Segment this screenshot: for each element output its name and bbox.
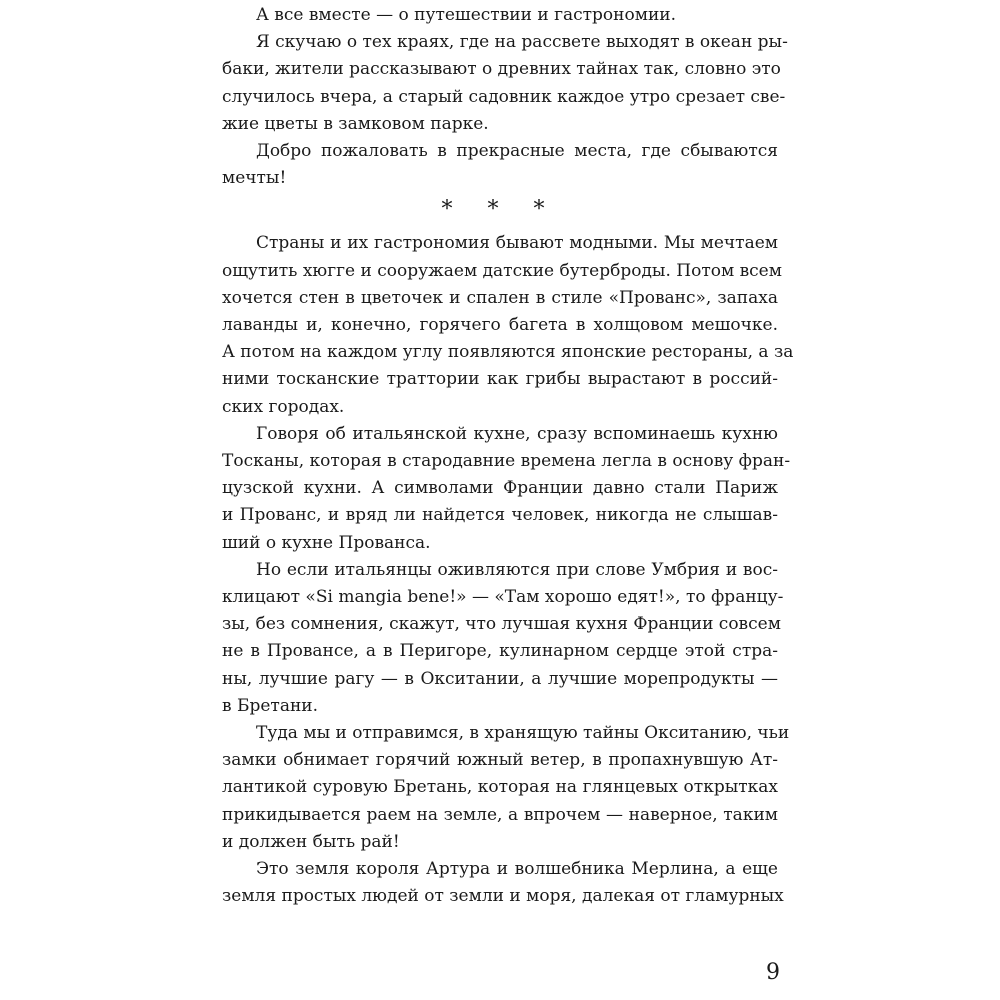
text-line: прикидывается раем на земле, а впрочем — наверное, таким: [222, 804, 778, 825]
text-line: клицают «Si mangia bene!» — «Там хорошо едят!», то францу-: [222, 587, 784, 607]
text-line: Добро пожаловать в прекрасные места, где сбываются: [256, 141, 778, 161]
text-line: зы, без сомнения, скажут, что лучшая кухня Франции совсем: [222, 614, 781, 635]
text-line: Но если итальянцы оживляются при слове Умбрия и вос-: [256, 559, 778, 580]
text-line: случилось вчера, а старый садовник каждое утро срезает све-: [222, 86, 786, 107]
page-number: 9: [766, 960, 780, 985]
text-line: Говоря об итальянской кухне, сразу вспоминаешь кухню: [256, 423, 778, 444]
text-line: Это земля короля Артура и волшебника Мерлина, а еще: [256, 859, 778, 879]
text-line: А потом на каждом углу появляются японские рестораны, а за: [222, 342, 794, 363]
text-line: замки обнимает горячий южный ветер, в пропахнувшую Ат-: [222, 750, 778, 771]
text-line: хочется стен в цветочек и спален в стиле «Прованс», запаха: [222, 287, 778, 308]
section-separator: * * *: [441, 197, 559, 223]
text-line: и Прованс, и вряд ли найдется человек, никогда не слышав-: [222, 505, 778, 526]
text-line: ощутить хюгге и сооружаем датские бутерброды. Потом всем: [222, 260, 782, 281]
book-page: [222, 0, 794, 1000]
text-line: цузской кухни. А символами Франции давно стали Париж: [222, 478, 778, 499]
text-line: Страны и их гастрономия бывают модными. Мы мечтаем: [256, 233, 778, 254]
text-line: ны, лучшие рагу — в Окситании, а лучшие морепродукты —: [222, 668, 778, 689]
text-line: ских городах.: [222, 396, 345, 417]
text-line: лантикой суровую Бретань, которая на глянцевых открытках: [222, 777, 778, 798]
text-line: не в Провансе, а в Перигоре, кулинарном сердце этой стра-: [222, 641, 778, 662]
text-line: жие цветы в замковом парке.: [222, 113, 489, 134]
text-line: Туда мы и отправимся, в хранящую тайны Окситанию, чьи: [256, 723, 790, 743]
text-line: лаванды и, конечно, горячего багета в холщовом мешочке.: [222, 315, 778, 335]
text-line: в Бретани.: [222, 695, 319, 716]
text-line: и должен быть рай!: [222, 831, 400, 852]
text-line: баки, жители рассказывают о древних тайнах так, словно это: [222, 59, 781, 80]
text-line: Тосканы, которая в стародавние времена легла в основу фран-: [222, 451, 791, 471]
text-line: ними тосканские траттории как грибы вырастают в россий-: [222, 369, 778, 390]
text-line: земля простых людей от земли и моря, далекая от гламурных: [222, 886, 784, 907]
text-line: ший о кухне Прованса.: [222, 532, 431, 553]
text-line: мечты!: [222, 168, 287, 189]
text-line: Я скучаю о тех краях, где на рассвете выходят в океан ры-: [256, 32, 788, 53]
text-line: А все вместе — о путешествии и гастрономии.: [256, 5, 677, 25]
